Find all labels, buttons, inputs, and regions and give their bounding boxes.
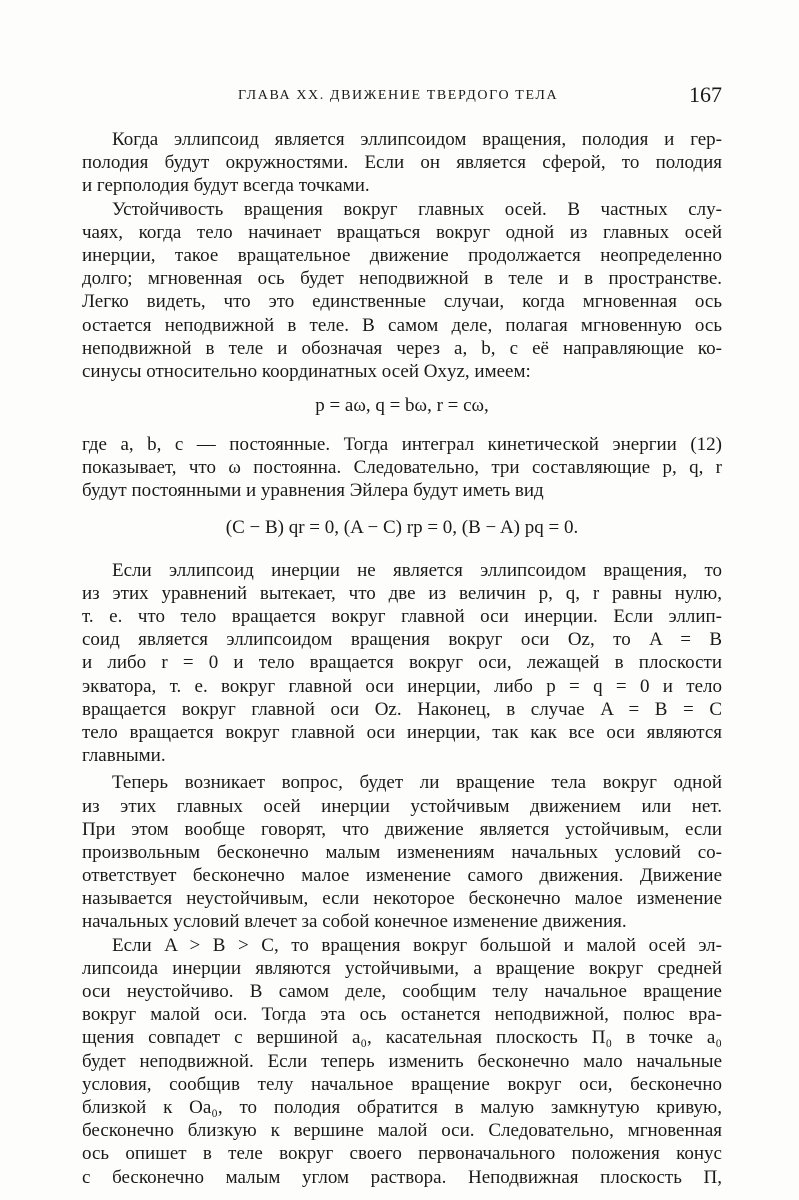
paragraph-line: близкой к Oa₀, то полодия обратится в малую замкнутую кривую, [82,1096,722,1118]
paragraph-line: называется неустойчивым, если некоторое бесконечно малое изменение [82,888,722,910]
paragraph-line: чаях, когда тело начинает вращаться вокруг одной из главных осей [82,221,722,243]
paragraph-line: синусы относительно координатных осей Oxyz, имеем: [82,360,531,382]
paragraph-line: из этих главных осей инерции устойчивым движением или нет. [82,795,722,817]
paragraph-line: оси неустойчиво. В самом деле, сообщим телу начальное вращение [82,981,722,1002]
paragraph-line: главными. [82,745,166,767]
paragraph-line: неподвижной в теле и обозначая через a, b, c её направляющие ко- [82,337,722,359]
page-number: 167 [689,82,722,107]
paragraph-line: с бесконечно малым углом раствора. Неподвижная плоскость Π, [82,1166,722,1188]
paragraph-line: При этом вообще говорят, что движение является устойчивым, если [82,818,722,840]
paragraph-line: произвольным бесконечно малым изменениям начальных условий со- [82,841,722,863]
paragraph-line: Устойчивость вращения вокруг главных осей. В частных слу- [112,198,722,220]
paragraph-line: тело вращается вокруг главной оси инерции, так как все оси являются [82,721,722,743]
paragraph-line: долго; мгновенная ось будет неподвижной в теле и в пространстве. [82,268,722,290]
paragraph-line: инерции, такое вращательное движение продолжается неопределенно [82,244,722,266]
body-text [82,128,722,1189]
paragraph-line: бесконечно близкую к вершине малой оси. Следовательно, мгновенная [82,1120,722,1142]
paragraph-line: и либо r = 0 и тело вращается вокруг оси, лежащей в плоскости [82,652,722,674]
paragraph-line: щения совпадет с вершиной a₀, касательная плоскость Π₀ в точке a₀ [82,1027,722,1049]
chapter-title: ГЛАВА XX. ДВИЖЕНИЕ ТВЕРДОГО ТЕЛА [238,88,559,103]
formula-direction-cosines: p = aω, q = bω, r = cω, [315,395,489,417]
paragraph-line: липсоида инерции являются устойчивыми, а вращение вокруг средней [82,957,722,979]
paragraph-line: соид является эллипсоидом вращения вокруг оси Oz, то A = B [82,629,722,651]
paragraph-line: Когда эллипсоид является эллипсоидом вращения, полодия и гер- [112,129,722,150]
paragraph-line: ответствует бесконечно малое изменение самого движения. Движение [82,865,722,887]
paragraph-line: где a, b, c — постоянные. Тогда интеграл кинетической энергии (12) [82,434,722,456]
paragraph-line: Если эллипсоид инерции не является эллипсоидом вращения, то [112,559,722,581]
paragraph-line: будет неподвижной. Если теперь изменить бесконечно мало начальные [82,1050,722,1072]
running-head [110,84,722,110]
paragraph-line: остается неподвижной в теле. В самом деле, полагая мгновенную ось [82,314,722,336]
paragraph-line: Если A > B > C, то вращения вокруг большой и малой осей эл- [112,934,722,956]
paragraph-line: вокруг малой оси. Тогда эта ось останется неподвижной, полюс вра- [82,1004,722,1026]
paragraph-line: т. е. что тело вращается вокруг главной оси инерции. Если эллип- [82,606,722,627]
paragraph-line: и герполодия будут всегда точками. [82,175,370,197]
paragraph-line: будут постоянными и уравнения Эйлера будут иметь вид [82,480,544,502]
paragraph-line: условия, сообщив телу начальное вращение вокруг оси, бесконечно [82,1073,722,1095]
paragraph-line: ось опишет в теле вокруг своего первоначального положения конус [82,1143,722,1165]
formula-euler-equations: (C − B) qr = 0, (A − C) rp = 0, (B − A) pq = 0. [225,516,579,538]
paragraph-line: начальных условий влечет за собой конечное изменение движения. [82,911,627,933]
paragraph-line: Теперь возникает вопрос, будет ли вращение тела вокруг одной [112,772,722,794]
paragraph-line: полодия будут окружностями. Если он является сферой, то полодия [82,152,722,174]
paragraph-line: из этих уравнений вытекает, что две из величин p, q, r равны нулю, [82,582,722,604]
paragraph-line: вращается вокруг главной оси Oz. Наконец, в случае A = B = C [82,698,722,720]
paragraph-line: Легко видеть, что это единственные случаи, когда мгновенная ось [82,291,722,313]
paragraph-line: показывает, что ω постоянна. Следовательно, три составляющие p, q, r [82,457,722,479]
paragraph-line: экватора, т. е. вокруг главной оси инерции, либо p = q = 0 и тело [82,675,722,697]
